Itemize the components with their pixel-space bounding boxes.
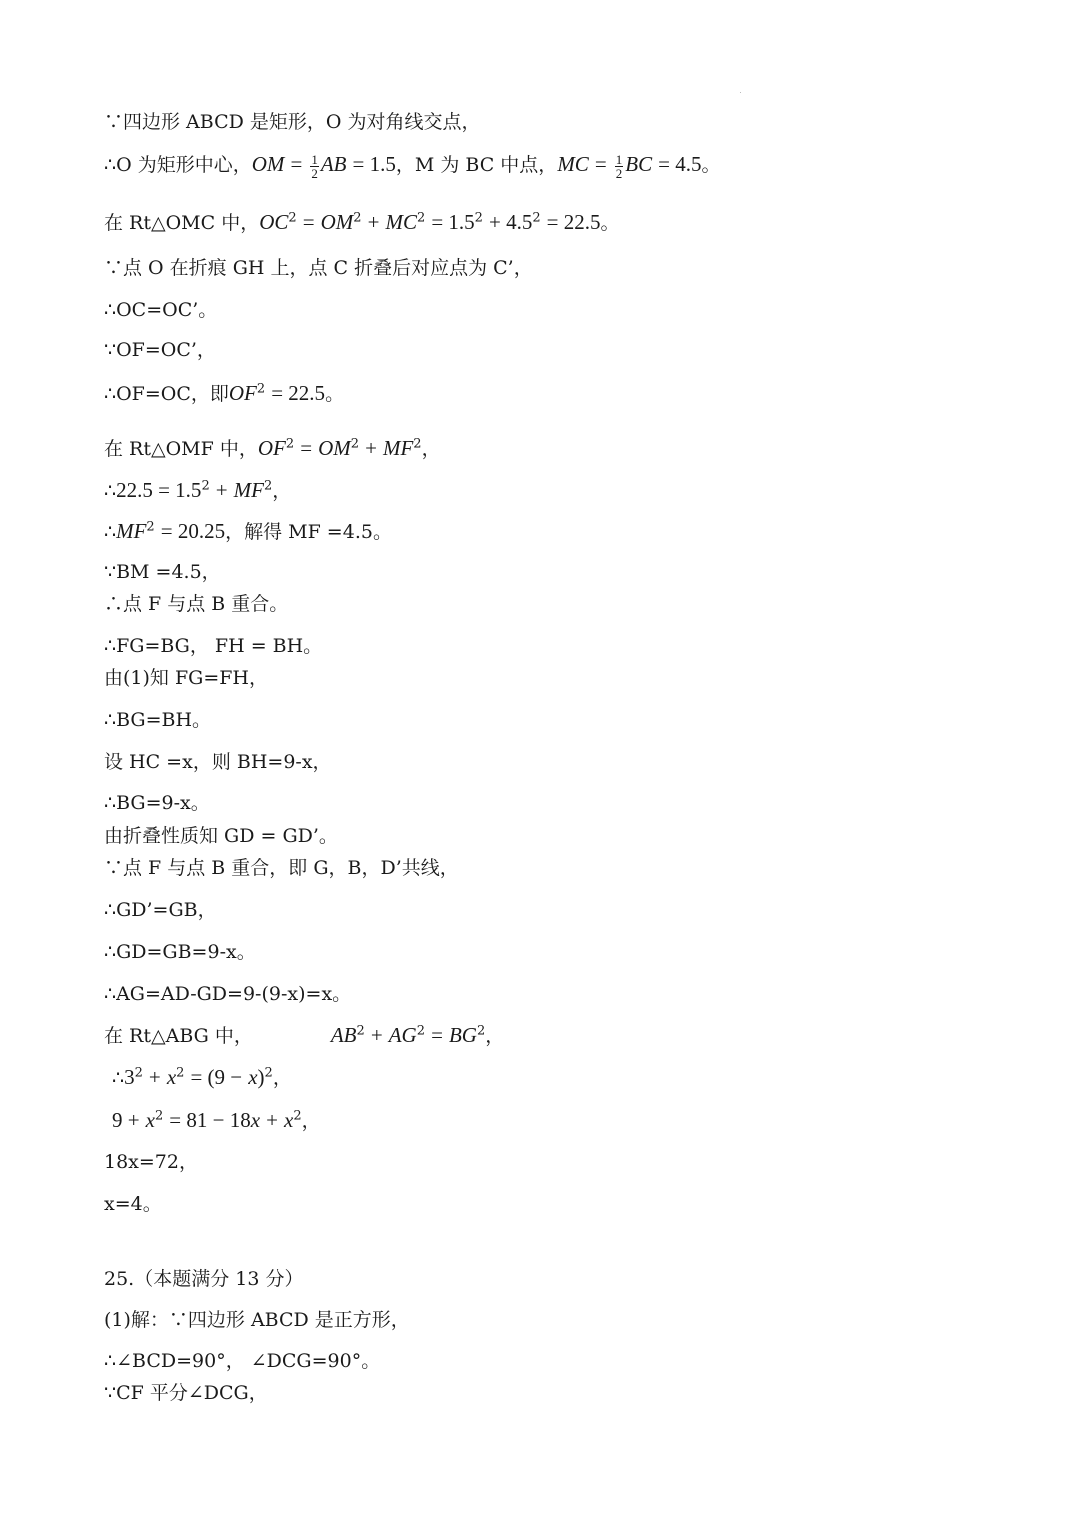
proof-line: 由折叠性质知 GD = GD’。 <box>104 825 338 847</box>
proof-line: ∵OF=OC’， <box>104 339 216 361</box>
scan-speck <box>740 92 741 93</box>
proof-line: ∴BG=9-x。 <box>104 792 210 814</box>
proof-line: ∴GD=GB=9-x。 <box>104 941 256 963</box>
fraction: $\frac{1}{2}$ <box>311 151 318 181</box>
proof-line: 18x=72， <box>104 1151 198 1173</box>
proof-line: ∴22.5 = $1.5^2 + MF^2$， <box>104 478 292 502</box>
proof-line: x=4。 <box>104 1193 162 1215</box>
proof-line: ∵四边形 ABCD 是矩形，O 为对角线交点， <box>104 111 481 133</box>
proof-line: 在 Rt△ABG 中， $AB^2 + AG^2 = BG^2$， <box>104 1023 505 1047</box>
proof-line: ∴O 为矩形中心，OM = $\frac{1}{2}$ AB = 1.5，M 为 BC 中点，MC = $\frac{1}{2}$ BC = 4.5。 <box>104 151 721 181</box>
proof-line: ∴BG=BH。 <box>104 709 212 731</box>
proof-line: 由(1)知 FG=FH， <box>104 667 268 689</box>
proof-line: 在 Rt△OMF 中，$OF^2 = OM^2 + MF^2$， <box>104 436 441 460</box>
proof-line: ∴OC=OC’。 <box>104 299 218 321</box>
proof-line: 设 HC =x，则 BH=9-x， <box>104 751 332 773</box>
proof-line: ∴FG=BG， FH = BH。 <box>104 635 323 657</box>
proof-line: ∴AG=AD-GD=9-(9-x)=x。 <box>104 983 352 1005</box>
proof-line: ∵BM =4.5， <box>104 561 221 583</box>
proof-line: ∵点 O 在折痕 GH 上，点 C 折叠后对应点为 C’， <box>104 257 533 279</box>
fraction: $\frac{1}{2}$ <box>615 151 623 181</box>
proof-line: (1)解：∵四边形 ABCD 是正方形， <box>104 1309 410 1331</box>
proof-line: ∵CF 平分∠DCG， <box>104 1382 268 1404</box>
proof-line: $9 + x^2 = 81 - 18x + x^2$， <box>112 1108 321 1132</box>
proof-line: 在 Rt△OMC 中，$OC^2 = OM^2 + MC^2 = 1.5^2 + 4.5^2 = 22.5$。 <box>104 210 620 234</box>
proof-line: $\therefore MF^2 = 20.25$，解得 MF =4.5。 <box>104 519 392 543</box>
proof-line: ∵点 F 与点 B 重合，即 G，B，D’共线， <box>104 857 459 879</box>
question-heading: 25.（本题满分 13 分） <box>104 1268 304 1290</box>
proof-line: ∴GD’=GB， <box>104 899 217 921</box>
proof-line: ∴OF=OC，即$OF^2 = 22.5$。 <box>104 381 345 405</box>
proof-line: ∴点 F 与点 B 重合。 <box>104 593 289 615</box>
proof-line: $\therefore 3^2 + x^2 = (9 - x)^2$， <box>112 1065 292 1089</box>
proof-line: ∴∠BCD=90°， ∠DCG=90°。 <box>104 1350 381 1372</box>
